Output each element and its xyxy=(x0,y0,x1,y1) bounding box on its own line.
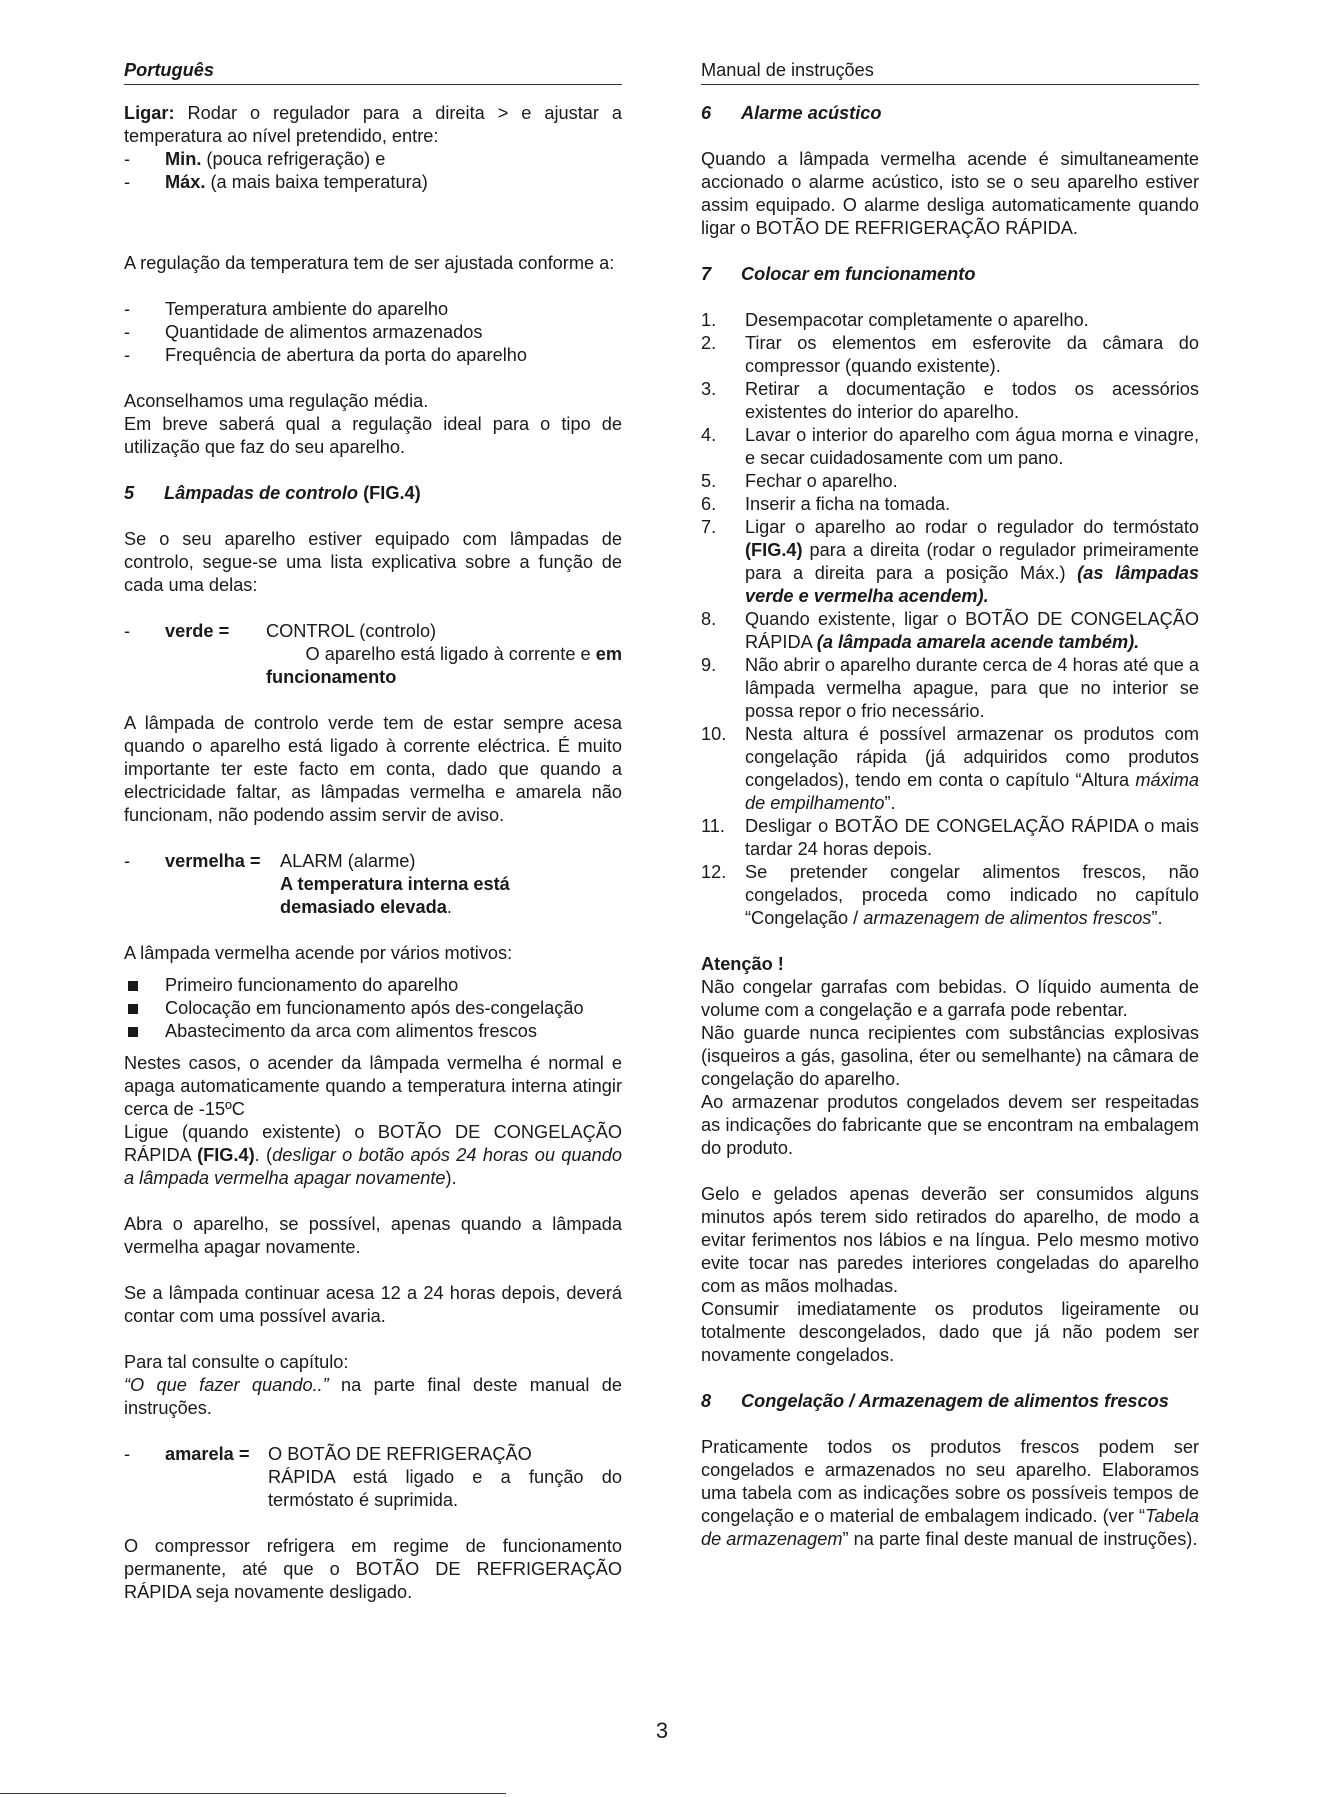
sec8-paragraph: Praticamente todos os produtos frescos podem ser congelados e armazenados no seu aparelho. Elaboramos uma tabela com as indicações sobre os possíveis tempos de congelação e o material de embalagem indicado. (ver “Tabela de armazenagem” na parte final deste manual de instruções). xyxy=(701,1437,1199,1549)
list-item: 1. Desempacotar completamente o aparelho. xyxy=(701,310,1089,330)
list-item: 6. Inserir a ficha na tomada. xyxy=(701,494,951,514)
max-text: (a mais baixa temperatura) xyxy=(205,172,428,192)
lamp-line: CONTROL (controlo) xyxy=(266,621,437,641)
section-7-heading: 7 Colocar em funcionamento xyxy=(701,264,976,284)
lamp-vermelha: - vermelha = ALARM (alarme) xyxy=(124,850,622,873)
lamp-line: termóstato é suprimida. xyxy=(268,1490,459,1510)
square-bullet-icon xyxy=(124,974,165,997)
square-bullet-icon xyxy=(124,997,165,1020)
ligue-paragraph: Ligue (quando existente) o BOTÃO DE CONGELAÇÃO RÁPIDA (FIG.4). (desligar o botão após 24 horas ou quando a lâmpada vermelha apagar novamente). xyxy=(124,1122,622,1188)
lamp-line: ALARM (alarme) xyxy=(280,851,416,871)
square-bullet-icon xyxy=(124,1020,165,1043)
atencao-p2: Não guarde nunca recipientes com substâncias explosivas (isqueiros a gás, gasolina, éter ou semelhante) na câmara de congelação do aparelho. xyxy=(701,1023,1199,1089)
section-5-heading xyxy=(124,482,622,505)
gelo-p1: Gelo e gelados apenas deverão ser consumidos alguns minutos após terem sido retirados do aparelho, de modo a evitar ferimentos nos lábios e na língua. Pelo mesmo motivo evite tocar nas paredes interiores congeladas do aparelho com as mãos molhadas. xyxy=(701,1184,1199,1296)
lamp-line: funcionamento xyxy=(266,667,397,687)
ligar-paragraph xyxy=(124,102,622,148)
max-label: Máx. xyxy=(165,172,206,192)
list-item: 4. Lavar o interior do aparelho com água morna e vinagre, e secar cuidadosamente com um pano. xyxy=(701,425,1199,468)
regulacao-item: Temperatura ambiente do aparelho xyxy=(165,299,449,319)
left-column: Português Ligar: Rodar o regulador para a direita > e ajustar a temperatura ao nível pretendido, entre: - Min. (pouca refrigeração) e - Máx. (a mais baixa temperatura) A regulação da temperatura tem de ser ajustada conforme a: - Temperatura ambiente do aparelho - Quantidade de alimentos armazenados - Frequência de abertura da porta do aparelho Aconselhamos uma regulação média. Em breve saberá qual a regulação ideal para o tipo de utilização que faz do seu aparelho. 5 Lâmpadas de controlo (FIG.4) Se o seu aparelho estiver equipado com lâmpadas de controlo, segue-se uma lista explicativa sobre a função de cada uma delas: - verde = CONTROL (controlo) O aparelho está ligado à corrente e em funcionamento A lâmpada de controlo verde tem de estar sempre acesa quando o aparelho está ligado à corrente eléctrica. É muito importante ter este facto em conta, dado que quando a electricidade faltar, as lâmpadas vermelha e amarela não funcionam, não podendo assim servir de aviso. - vermelha = ALARM (alarme) A temperatura interna está demasiado elevada. A lâmpada vermelha acende por vários motivos: Primeiro funcionamento do aparelho Colocação em funcionamento após des-congelação Abastecimento da arca com alimentos frescos Nestes casos, o acender da lâmpada vermelha é normal e apaga automaticamente quando a temperatura interna atingir cerca de -15ºC Ligue (quando existente) o BOTÃO DE CONGELAÇÃO RÁPIDA (FIG.4). (desligar o botão após 24 horas ou quando a lâmpada vermelha apagar novamente). Abra o aparelho, se possível, apenas quando a lâmpada vermelha apagar novamente. Se a lâmpada continuar acesa 12 a 24 horas depois, deverá contar com uma possível avaria. Para tal consulte o capítulo: “O que fazer quando..” na parte final deste manual de instruções. - amarela = O BOTÃO DE REFRIGERAÇÃO RÁPIDA está ligado e a função do termóstato é suprimida. O compressor refrigera em regime de funcionamento permanente, até que o BOTÃO DE REFRIGERAÇÃO RÁPIDA seja novamente desligado. xyxy=(124,60,622,1602)
lamp-name: vermelha = xyxy=(165,851,261,871)
advice-1: Aconselhamos uma regulação média. xyxy=(124,391,429,411)
min-label: Min. xyxy=(165,149,202,169)
section-title: Colocar em funcionamento xyxy=(741,264,976,284)
steps-list xyxy=(701,309,1199,930)
header-manual-title: Manual de instruções xyxy=(701,58,1199,85)
consulte-line: Para tal consulte o capítulo: xyxy=(124,1352,349,1372)
fig-ref: (FIG.4) xyxy=(358,483,421,503)
dash-marker: - xyxy=(124,172,131,192)
sec5-intro: Se o seu aparelho estiver equipado com lâmpadas de controlo, segue-se uma lista explicativa sobre a função de cada uma delas: xyxy=(124,529,622,595)
verde-paragraph: A lâmpada de controlo verde tem de estar sempre acesa quando o aparelho está ligado à corrente eléctrica. É muito importante ter este facto em conta, dado que quando a electricidade faltar, as lâmpadas vermelha e amarela não funcionam, não podendo assim servir de aviso. xyxy=(124,713,622,825)
footer-divider xyxy=(0,1793,506,1794)
atencao-p3: Ao armazenar produtos congelados devem ser respeitadas as indicações do fabricante que se encontram na embalagem do produto. xyxy=(701,1092,1199,1158)
list-item: - Frequência de abertura da porta do aparelho xyxy=(124,345,527,365)
right-column xyxy=(701,58,1199,1551)
bullet-item: Colocação em funcionamento após des-congelação xyxy=(124,997,622,1020)
ligar-label: Ligar: xyxy=(124,103,175,123)
section-8-heading: 8 Congelação / Armazenagem de alimentos frescos xyxy=(701,1391,1169,1411)
lamp-amarela: - amarela = O BOTÃO DE REFRIGERAÇÃO xyxy=(124,1443,622,1466)
atencao-p1: Não congelar garrafas com bebidas. O líquido aumenta de volume com a congelação e a garrafa pode rebentar. xyxy=(701,977,1199,1020)
list-item: 3. Retirar a documentação e todos os acessórios existentes do interior do aparelho. xyxy=(701,379,1199,422)
list-item: 9. Não abrir o aparelho durante cerca de 4 horas até que a lâmpada vermelha apague, para que no interior se possa repor o frio necessário. xyxy=(701,655,1199,721)
lamp-name: verde = xyxy=(165,621,230,641)
section-title: Alarme acústico xyxy=(741,103,882,123)
section-title: Lâmpadas de controlo xyxy=(164,483,359,503)
nestes-paragraph: Nestes casos, o acender da lâmpada vermelha é normal e apaga automaticamente quando a temperatura interna atingir cerca de -15ºC xyxy=(124,1053,622,1119)
continuar-paragraph: Se a lâmpada continuar acesa 12 a 24 horas depois, deverá contar com uma possível avaria. xyxy=(124,1283,622,1326)
abra-paragraph: Abra o aparelho, se possível, apenas quando a lâmpada vermelha apagar novamente. xyxy=(124,1214,622,1257)
list-item: - Temperatura ambiente do aparelho xyxy=(124,299,449,319)
lamp-line: A temperatura interna está xyxy=(280,874,510,894)
regulacao-item: Frequência de abertura da porta do aparelho xyxy=(165,345,527,365)
lamp-line: demasiado elevada xyxy=(280,897,447,917)
bullet-item: Abastecimento da arca com alimentos frescos xyxy=(124,1020,622,1043)
regulacao-item: Quantidade de alimentos armazenados xyxy=(165,322,483,342)
atencao-title: Atenção ! xyxy=(701,954,784,974)
dash-marker: - xyxy=(124,149,131,169)
list-item: 12. Se pretender congelar alimentos frescos, não congelados, proceda como indicado no capítulo “Congelação / armazenagem de alimentos frescos”. xyxy=(701,862,1199,928)
list-item: 7. Ligar o aparelho ao rodar o regulador do termóstato (FIG.4) para a direita (rodar o regulador primeiramente para a direita para a posição Máx.) (as lâmpadas verde e vermelha acendem). xyxy=(701,517,1199,606)
list-item: 10. Nesta altura é possível armazenar os produtos com congelação rápida (já adquiridos como produtos congelados), tendo em conta o capítulo “Altura máxima de empilhamento”. xyxy=(701,724,1199,813)
page-number: 3 xyxy=(655,1718,669,1743)
sec6-paragraph: Quando a lâmpada vermelha acende é simultaneamente accionado o alarme acústico, isto se o seu aparelho estiver assim equipado. O alarme desliga automaticamente quando ligar o BOTÃO DE REFRIGERAÇÃO RÁPIDA. xyxy=(701,149,1199,238)
lamp-verde: - verde = CONTROL (controlo) xyxy=(124,620,622,643)
lamp-line: RÁPIDA está ligado e a função do xyxy=(268,1467,622,1487)
list-item: 8. Quando existente, ligar o BOTÃO DE CONGELAÇÃO RÁPIDA (a lâmpada amarela acende também). xyxy=(701,609,1199,652)
section-6-heading: 6 Alarme acústico xyxy=(701,103,882,123)
list-item xyxy=(124,171,622,194)
list-item: 11. Desligar o BOTÃO DE CONGELAÇÃO RÁPIDA o mais tardar 24 horas depois. xyxy=(701,816,1199,859)
gelo-p2: Consumir imediatamente os produtos ligeiramente ou totalmente descongelados, dado que já não podem ser novamente congelados. xyxy=(701,1299,1199,1365)
ligar-text: Rodar o regulador para a direita > e ajustar a temperatura ao nível pretendido, entre: xyxy=(124,103,622,146)
advice-2: Em breve saberá qual a regulação ideal para o tipo de utilização que faz do seu aparelho. xyxy=(124,414,622,457)
compressor-paragraph: O compressor refrigera em regime de funcionamento permanente, até que o BOTÃO DE REFRIGERAÇÃO RÁPIDA seja novamente desligado. xyxy=(124,1536,622,1602)
motivos-text: A lâmpada vermelha acende por vários motivos: xyxy=(124,943,513,963)
regulacao-paragraph: A regulação da temperatura tem de ser ajustada conforme a: xyxy=(124,253,615,273)
list-item: 2. Tirar os elementos em esferovite da câmara do compressor (quando existente). xyxy=(701,333,1199,376)
list-item xyxy=(124,148,622,171)
lamp-line: O aparelho está ligado à corrente e xyxy=(305,644,596,664)
min-text: (pouca refrigeração) e xyxy=(201,149,386,169)
consulte-paragraph: “O que fazer quando..” na parte final deste manual de instruções. xyxy=(124,1375,622,1418)
list-item: - Quantidade de alimentos armazenados xyxy=(124,322,483,342)
lamp-line: O BOTÃO DE REFRIGERAÇÃO xyxy=(268,1444,532,1464)
header-language: Português xyxy=(124,58,622,85)
section-title: Congelação / Armazenagem de alimentos frescos xyxy=(741,1391,1169,1411)
section-number: 5 xyxy=(124,483,135,503)
list-item: 5. Fechar o aparelho. xyxy=(701,471,898,491)
bullet-item: Primeiro funcionamento do aparelho xyxy=(124,974,622,997)
lamp-name: amarela = xyxy=(165,1444,250,1464)
